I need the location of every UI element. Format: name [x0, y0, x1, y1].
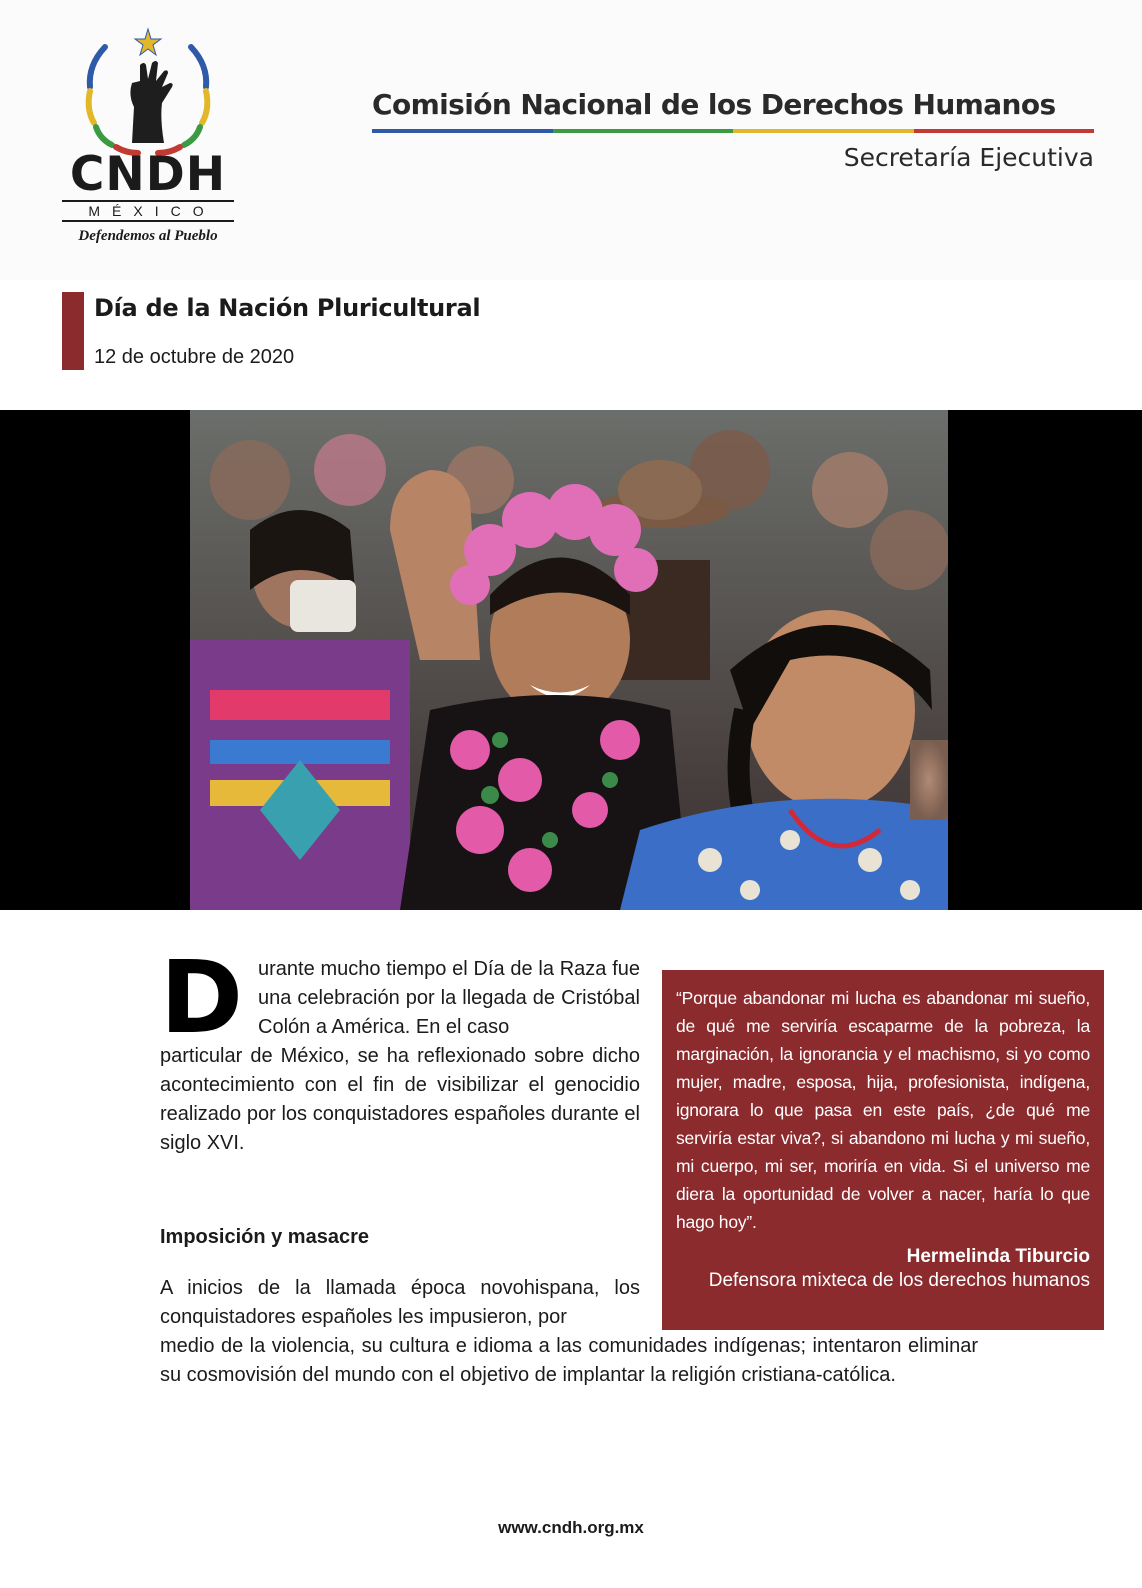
section-paragraph-first: A inicios de la llamada época novohispana, los conquistadores españoles les impusieron, por — [160, 1277, 640, 1328]
rainbow-divider — [372, 129, 1094, 133]
section-heading: Imposición y masacre — [160, 1226, 369, 1248]
page-date: 12 de octubre de 2020 — [94, 346, 295, 368]
intro-paragraph-first: urante mucho tiempo el Día de la Raza fue una celebración por la llegada de Cristóbal Colón a América. En el caso — [258, 958, 640, 1038]
org-title: Comisión Nacional de los Derechos Humanos — [372, 88, 1056, 121]
rainbow-green — [553, 129, 734, 133]
quote-author: Hermelinda Tiburcio — [906, 1246, 1090, 1267]
org-subtitle: Secretaría Ejecutiva — [843, 143, 1094, 172]
logo-acronym: CNDH — [69, 147, 227, 202]
logo-country: MÉXICO — [62, 200, 234, 222]
quote-box — [662, 970, 1104, 1330]
intro-paragraph-rest: particular de México, se ha reflexionado sobre dicho acontecimiento con el fin de visibilizar el genocidio realizado por los conquistadores españoles durante el siglo XVI. — [160, 1045, 640, 1154]
section-paragraph-rest: medio de la violencia, su cultura e idioma a las comunidades indígenas; intentaron eliminar su cosmovisión del mundo con el objetivo de implantar la religión cristiana-católica. — [160, 1335, 978, 1386]
logo-text — [62, 147, 234, 245]
women-march-photo — [190, 410, 948, 910]
photo-illustration — [190, 410, 948, 910]
rainbow-yellow — [733, 129, 914, 133]
page-title: Día de la Nación Pluricultural — [94, 294, 481, 322]
logo-tagline: Defendemos al Pueblo — [78, 228, 218, 244]
quote-text: “Porque abandonar mi lucha es abandonar mi sueño, de qué me serviría escaparme de la pobreza, la marginación, la ignorancia y el machismo, si yo como mujer, madre, esposa, hija, profesionista, indígena, ignorara lo que pasa en este país, ¿de qué me serviría estar viva?, si abandono mi lucha y mi sueño, mi cuerpo, mi ser, moriría en vida. Si el universo me diera la oportunidad de volver a nacer, haría lo que hago hoy”. — [676, 988, 1090, 1232]
title-accent-bar — [62, 292, 84, 370]
rainbow-red — [914, 129, 1095, 133]
rainbow-blue — [372, 129, 553, 133]
drop-cap: D — [160, 939, 244, 1056]
footer-url[interactable]: www.cndh.org.mx — [498, 1518, 644, 1537]
quote-role: Defensora mixteca de los derechos humanos — [708, 1270, 1090, 1291]
